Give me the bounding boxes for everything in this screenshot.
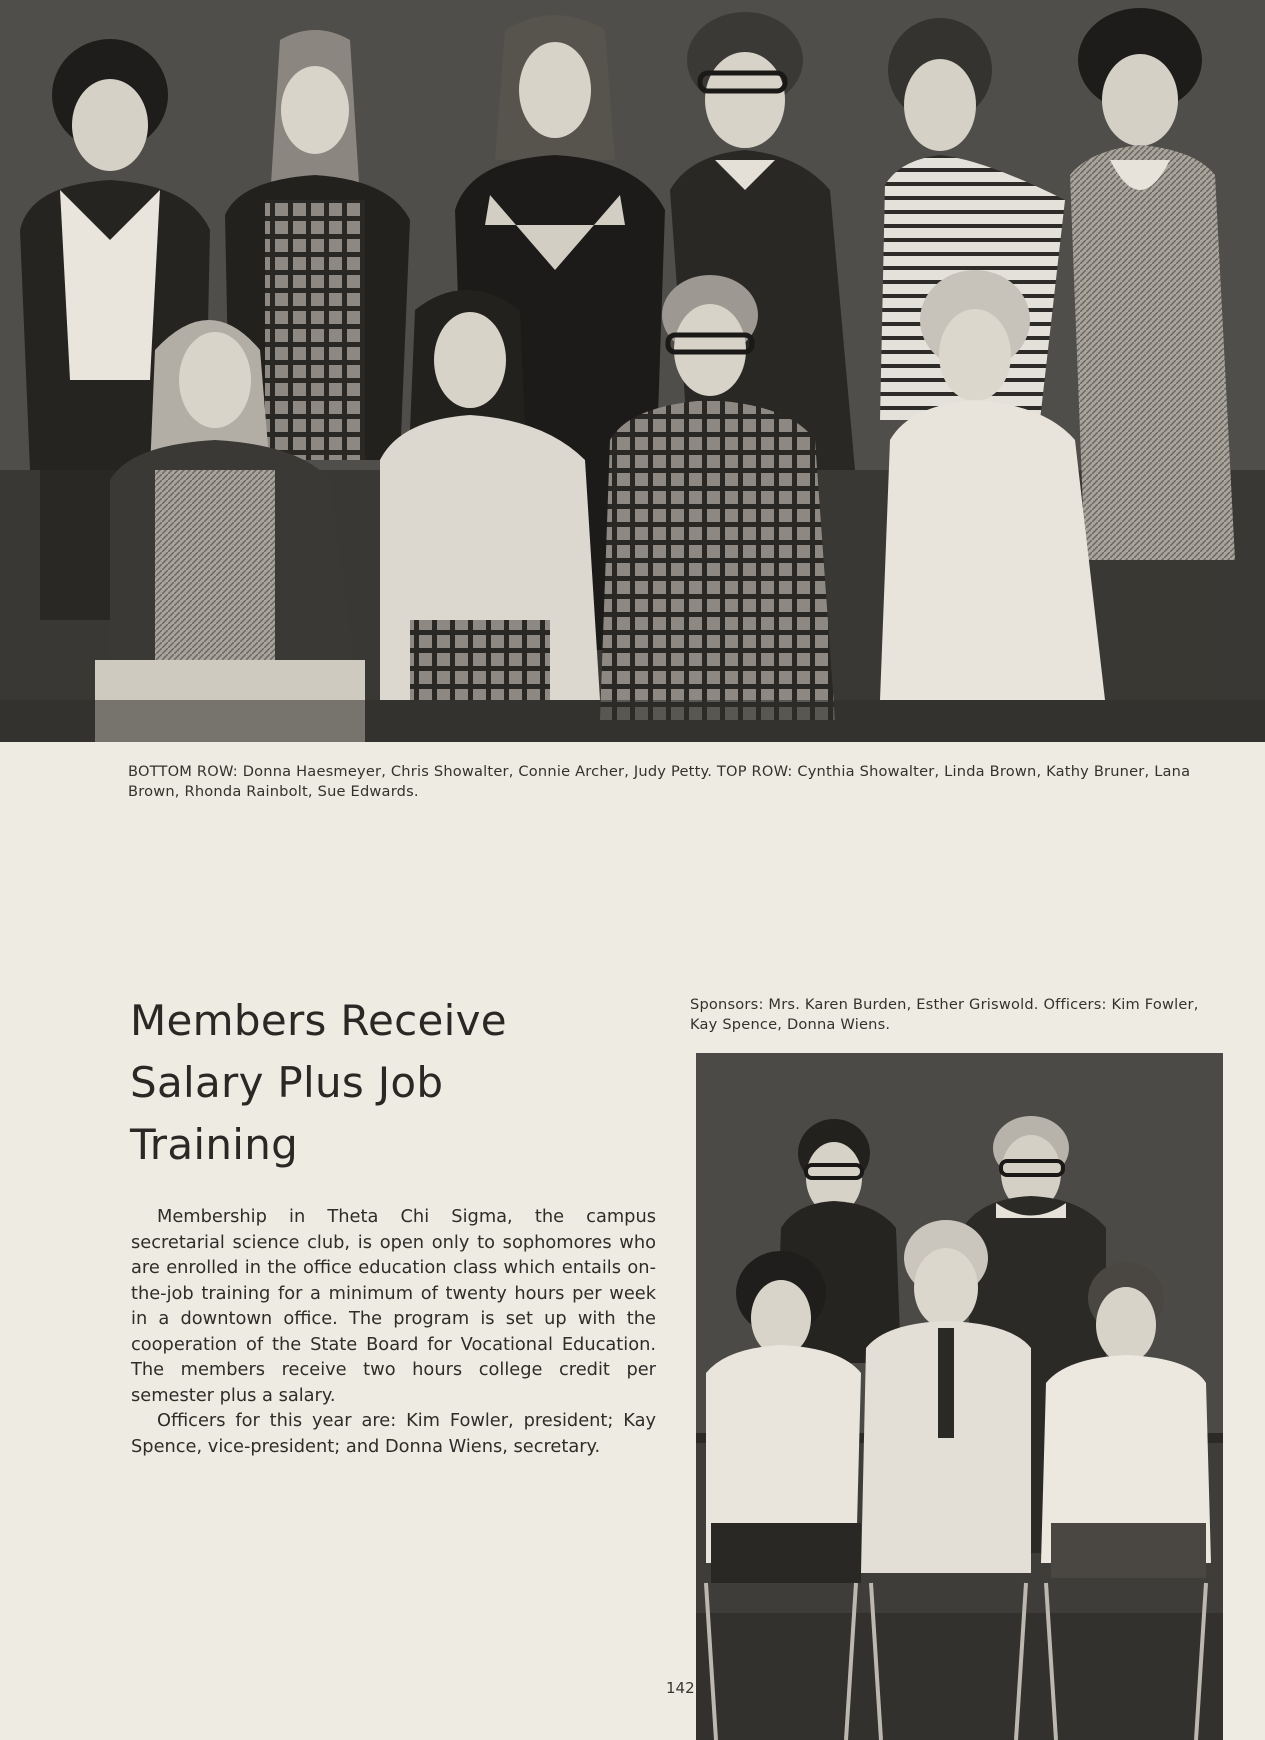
group-photo-sponsors-officers [696,1053,1223,1740]
sponsors-photo-caption: Sponsors: Mrs. Karen Burden, Esther Griswold. Officers: Kim Fowler, Kay Spence, Donna Wiens. [690,996,1199,1033]
article-headline: Members Receive Salary Plus Job Training [130,996,507,1169]
article-paragraph: Membership in Theta Chi Sigma, the campus secretarial science club, is open only to sophomores who are enrolled in the office education class which entails on-the-job training for a minimum of twenty hours per week in a downtown office. The program is set up with the cooperation of the State Board for Vocational Education. The members receive two hours college credit per semester plus a salary. [131,1206,656,1406]
article-body [131,1204,656,1459]
top-photo-caption: BOTTOM ROW: Donna Haesmeyer, Chris Showalter, Connie Archer, Judy Petty. TOP ROW: Cynthia Showalter, Linda Brown, Kathy Bruner, Lana Brown, Rhonda Rainbolt, Sue Edwards. [128,763,1191,800]
page-number: 142 [666,1679,695,1697]
article-paragraph: Officers for this year are: Kim Fowler, president; Kay Spence, vice-president; and Donna Wiens, secretary. [131,1410,656,1457]
group-photo-members [0,0,1265,742]
